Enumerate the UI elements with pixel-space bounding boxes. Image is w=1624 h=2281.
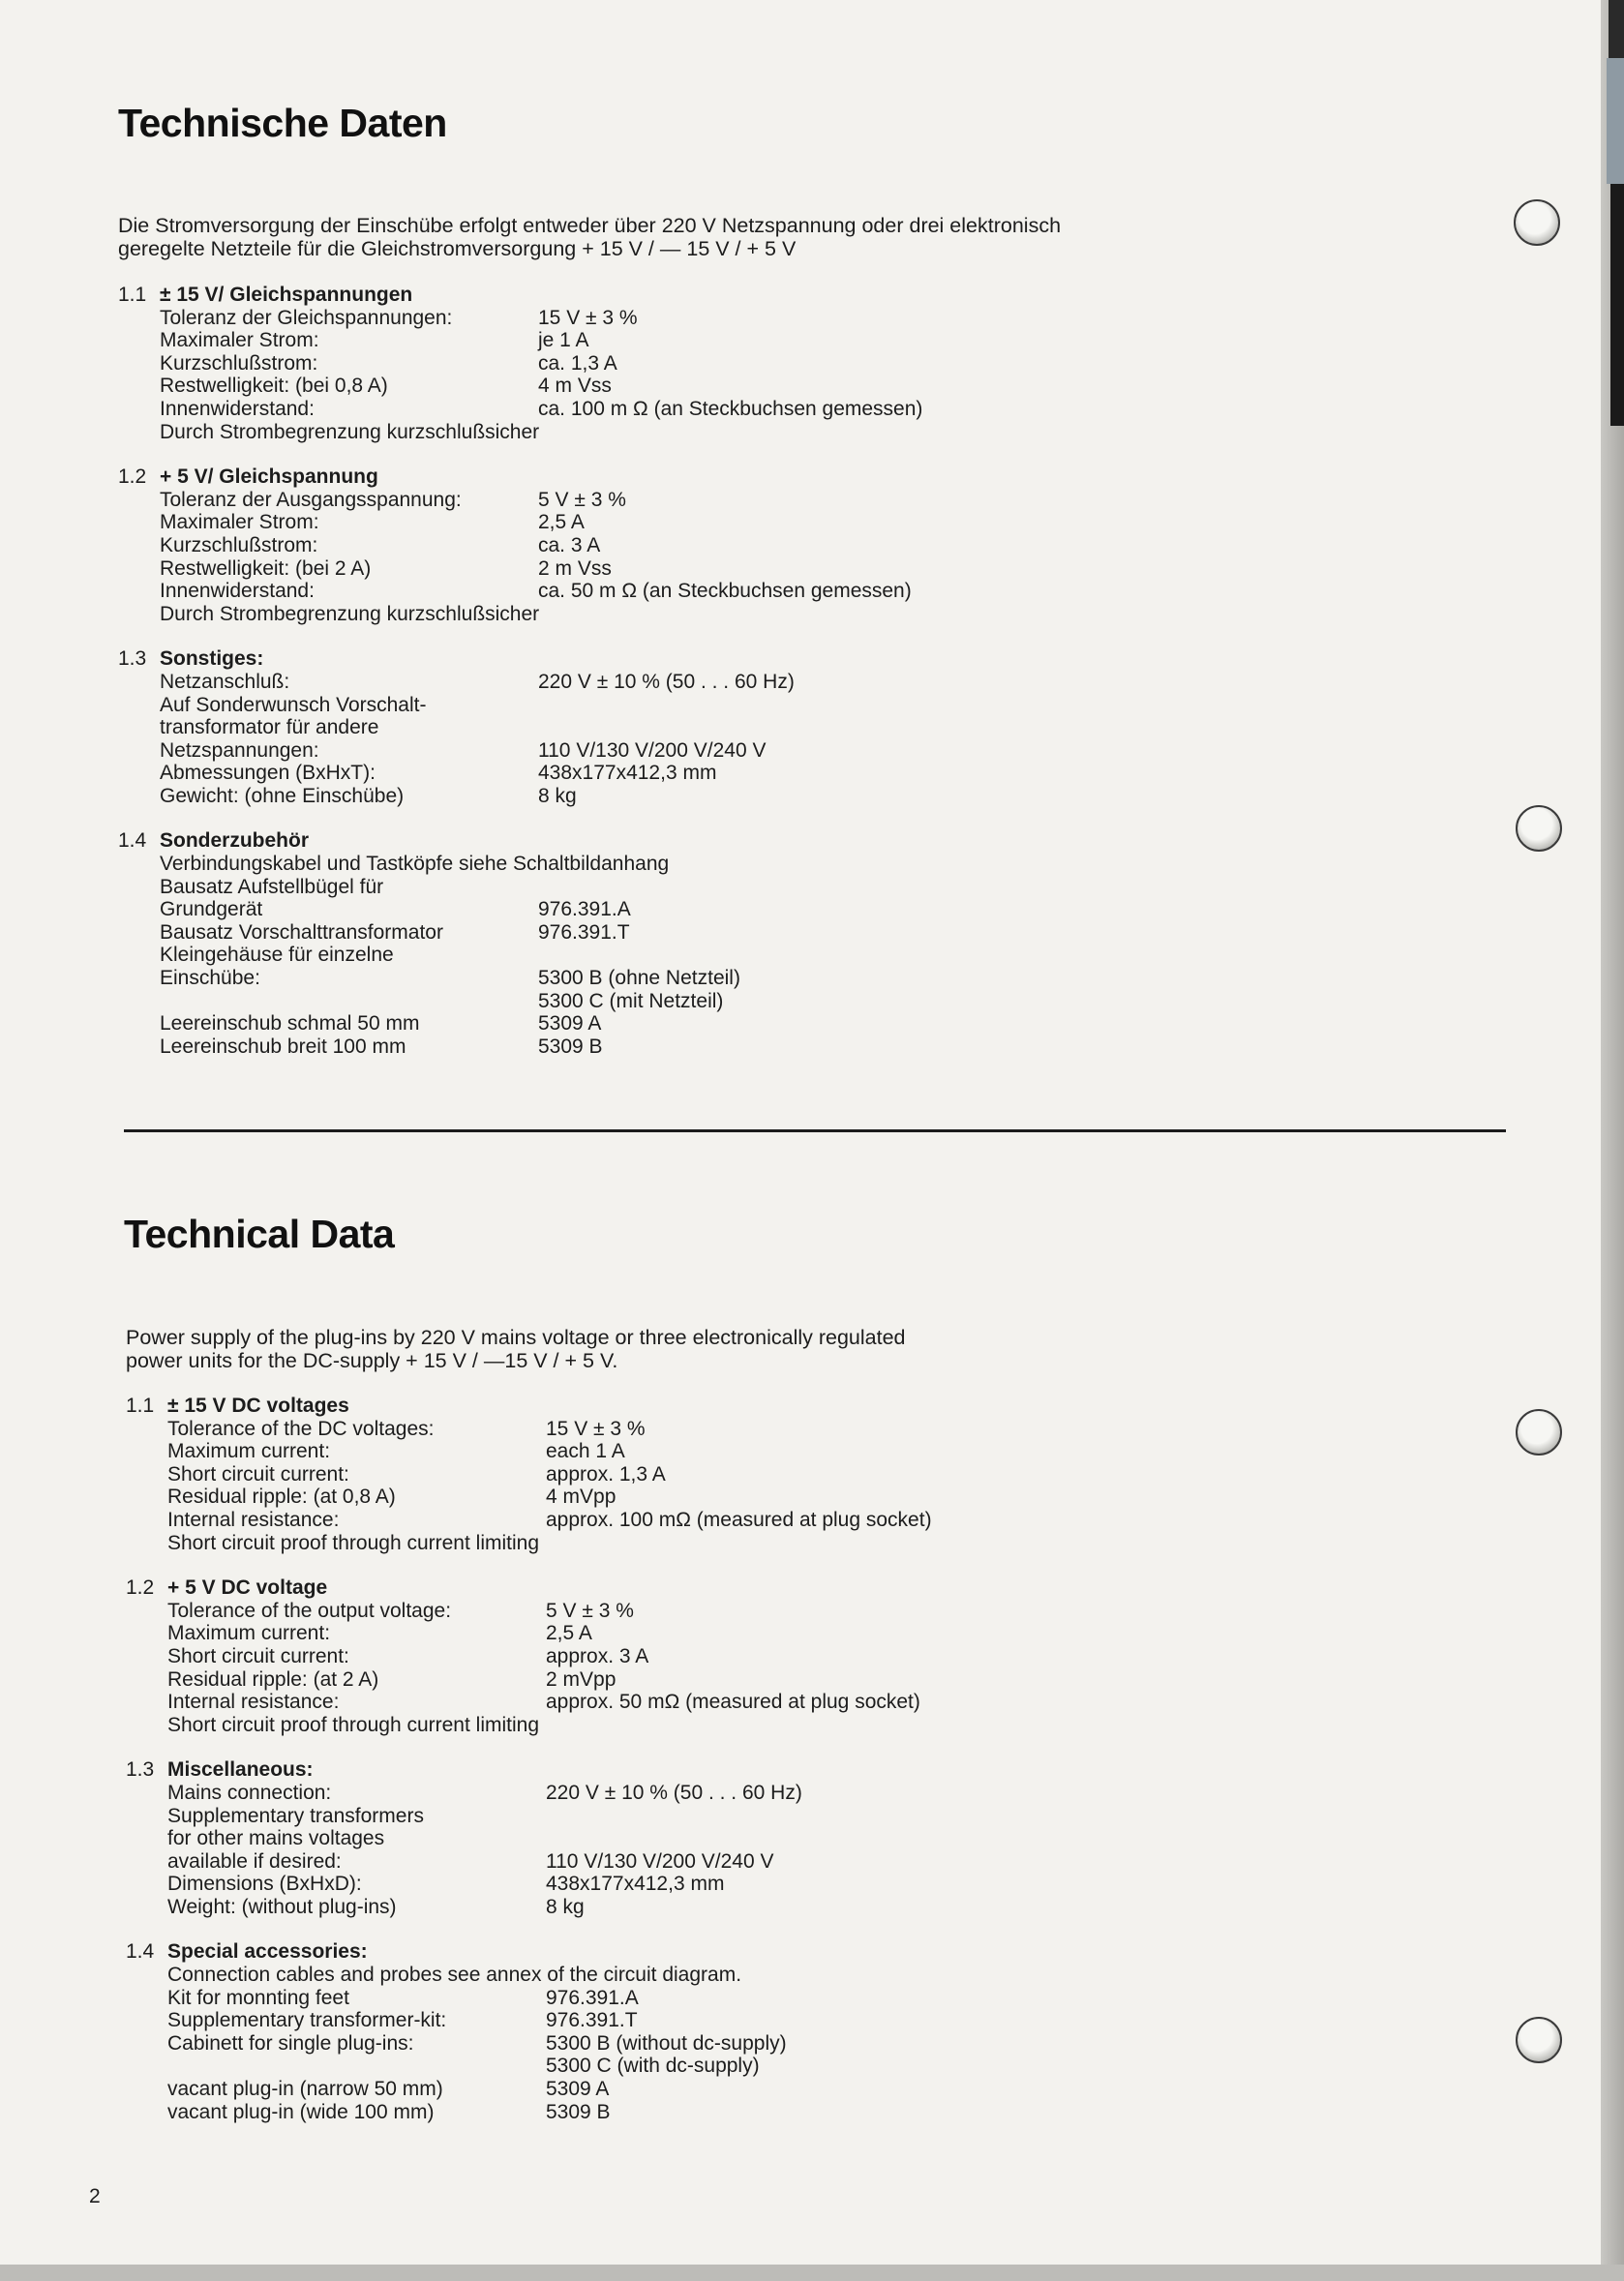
spec-label: Connection cables and probes see annex of the circuit diagram. — [167, 1964, 742, 1987]
spec-label: Einschübe: — [160, 967, 260, 990]
spec-value: 220 V ± 10 % (50 . . . 60 Hz) — [546, 1781, 802, 1804]
spec-value: 5309 A — [546, 2078, 610, 2101]
intro-de — [118, 214, 1061, 260]
spec-section-number: 1.3 — [126, 1758, 155, 1782]
spec-label: Short circuit proof through current limiting — [167, 1531, 539, 1554]
spec-value: 110 V/130 V/200 V/240 V — [546, 1849, 774, 1873]
spec-value: approx. 50 mΩ (measured at plug socket) — [546, 1691, 920, 1714]
spec-label: Weight: (without plug-ins) — [167, 1895, 397, 1918]
spec-value: 5300 B (without dc-supply) — [546, 2031, 787, 2055]
spec-label: Netzspannungen: — [160, 738, 319, 762]
spec-label: Innenwiderstand: — [160, 580, 315, 603]
spec-label: Internal resistance: — [167, 1508, 340, 1531]
spec-value: 438x177x412,3 mm — [546, 1873, 725, 1896]
spec-label: Leereinschub breit 100 mm — [160, 1035, 406, 1058]
spec-value: 220 V ± 10 % (50 . . . 60 Hz) — [538, 670, 795, 693]
spec-section-title: Special accessories: — [167, 1940, 368, 1964]
punch-hole — [1516, 1409, 1562, 1456]
spec-value: 5300 C (mit Netzteil) — [538, 989, 724, 1012]
spec-value: 5 V ± 3 % — [546, 1599, 634, 1622]
spec-label: Short circuit current: — [167, 1462, 349, 1486]
spec-value: 976.391.T — [538, 920, 630, 944]
spec-label: Restwelligkeit: (bei 0,8 A) — [160, 375, 388, 398]
spec-label: Kurzschlußstrom: — [160, 533, 318, 556]
spec-label: transformator für andere — [160, 716, 379, 739]
spec-section-title: Sonstiges: — [160, 647, 264, 671]
punch-hole — [1516, 805, 1562, 852]
spec-label: Maximum current: — [167, 1622, 331, 1645]
section-divider — [124, 1129, 1506, 1132]
spec-label: vacant plug-in (wide 100 mm) — [167, 2100, 435, 2123]
scan-edge — [0, 2265, 1624, 2281]
spec-value: 15 V ± 3 % — [546, 1417, 646, 1440]
punch-hole — [1514, 199, 1560, 246]
section-title-de: Technische Daten — [118, 101, 447, 145]
page-number: 2 — [89, 2185, 101, 2207]
spec-value: 5309 B — [538, 1035, 603, 1058]
spec-label: Tolerance of the output voltage: — [167, 1599, 452, 1622]
spec-value: 438x177x412,3 mm — [538, 762, 717, 785]
intro-line: Power supply of the plug-ins by 220 V mains voltage or three electronically regulated — [126, 1326, 906, 1349]
spec-label: Abmessungen (BxHxT): — [160, 762, 376, 785]
spec-value: 5 V ± 3 % — [538, 488, 626, 511]
spec-section-number: 1.4 — [126, 1940, 155, 1964]
spec-value: 4 m Vss — [538, 375, 612, 398]
scan-edge-mark — [1610, 184, 1624, 426]
spec-label: for other mains voltages — [167, 1827, 385, 1850]
spec-value: 8 kg — [546, 1895, 585, 1918]
spec-label: Toleranz der Ausgangsspannung: — [160, 488, 462, 511]
spec-value: ca. 50 m Ω (an Steckbuchsen gemessen) — [538, 580, 912, 603]
spec-label: Innenwiderstand: — [160, 397, 315, 420]
intro-line: Die Stromversorgung der Einschübe erfolgt entweder über 220 V Netzspannung oder drei elektronisch — [118, 214, 1062, 237]
intro-line: power units for the DC-supply + 15 V / —15 V / + 5 V. — [126, 1349, 618, 1372]
spec-section-number: 1.2 — [118, 465, 147, 489]
spec-label: Leereinschub schmal 50 mm — [160, 1012, 420, 1035]
spec-label: Kit for monnting feet — [167, 1986, 349, 2009]
spec-label: Supplementary transformer-kit: — [167, 2009, 447, 2032]
spec-label: Toleranz der Gleichspannungen: — [160, 306, 453, 329]
spec-value: ca. 3 A — [538, 533, 601, 556]
spec-value: approx. 100 mΩ (measured at plug socket) — [546, 1508, 932, 1531]
spec-label: Netzanschluß: — [160, 670, 290, 693]
spec-label: Dimensions (BxHxD): — [167, 1873, 362, 1896]
spec-value: je 1 A — [538, 329, 589, 352]
scan-edge-mark — [1609, 0, 1624, 58]
spec-label: Supplementary transformers — [167, 1804, 424, 1827]
spec-value: 110 V/130 V/200 V/240 V — [538, 738, 767, 762]
spec-label: Cabinett for single plug-ins: — [167, 2031, 414, 2055]
spec-label: Gewicht: (ohne Einschübe) — [160, 784, 405, 807]
spec-label: Bausatz Aufstellbügel für — [160, 875, 384, 898]
spec-value: ca. 1,3 A — [538, 351, 617, 375]
spec-label: Maximum current: — [167, 1440, 331, 1463]
spec-label: Durch Strombegrenzung kurzschlußsicher — [160, 420, 540, 443]
section-title-en: Technical Data — [124, 1212, 395, 1256]
spec-section-title: ± 15 V DC voltages — [167, 1395, 349, 1417]
spec-value: 5300 B (ohne Netzteil) — [538, 967, 740, 990]
intro-en — [126, 1326, 906, 1372]
punch-hole — [1516, 2017, 1562, 2063]
spec-label: Residual ripple: (at 2 A) — [167, 1667, 379, 1691]
spec-section-title: + 5 V/ Gleichspannung — [160, 465, 378, 489]
spec-value: 8 kg — [538, 784, 577, 807]
spec-value: 976.391.A — [546, 1986, 639, 2009]
spec-label: Verbindungskabel und Tastköpfe siehe Schaltbildanhang — [160, 853, 670, 876]
spec-value: 2 mVpp — [546, 1667, 617, 1691]
spec-label: Durch Strombegrenzung kurzschlußsicher — [160, 602, 540, 625]
spec-value: approx. 3 A — [546, 1644, 649, 1667]
spec-value: 976.391.A — [538, 898, 631, 921]
spec-section-title: Miscellaneous: — [167, 1758, 314, 1782]
spec-value: 976.391.T — [546, 2009, 638, 2032]
spec-value: approx. 1,3 A — [546, 1462, 666, 1486]
spec-section-title: Sonderzubehör — [160, 829, 310, 853]
spec-value: 2,5 A — [546, 1622, 592, 1645]
spec-section-title: ± 15 V/ Gleichspannungen — [160, 284, 413, 306]
spec-value: 2 m Vss — [538, 556, 612, 580]
spec-label: Tolerance of the DC voltages: — [167, 1417, 435, 1440]
spec-section-number: 1.1 — [118, 284, 147, 306]
spec-label: Short circuit current: — [167, 1644, 349, 1667]
spec-section-title: + 5 V DC voltage — [167, 1576, 328, 1600]
spec-label: Mains connection: — [167, 1781, 332, 1804]
spec-section-number: 1.1 — [126, 1395, 155, 1417]
scan-edge-mark — [1607, 58, 1624, 184]
spec-label: Maximaler Strom: — [160, 511, 319, 534]
spec-label: available if desired: — [167, 1849, 342, 1873]
spec-value: 4 mVpp — [546, 1486, 617, 1509]
spec-label: vacant plug-in (narrow 50 mm) — [167, 2078, 443, 2101]
spec-label: Kurzschlußstrom: — [160, 351, 318, 375]
spec-label: Kleingehäuse für einzelne — [160, 944, 394, 967]
spec-label: Internal resistance: — [167, 1691, 340, 1714]
spec-value: ca. 100 m Ω (an Steckbuchsen gemessen) — [538, 397, 923, 420]
spec-label: Short circuit proof through current limiting — [167, 1713, 539, 1736]
spec-value: 5309 B — [546, 2100, 611, 2123]
spec-value: 2,5 A — [538, 511, 585, 534]
spec-value: 15 V ± 3 % — [538, 306, 638, 329]
intro-line: geregelte Netzteile für die Gleichstromversorgung + 15 V / — 15 V / + 5 V — [118, 237, 797, 260]
spec-label: Grundgerät — [160, 898, 263, 921]
spec-section-number: 1.3 — [118, 647, 147, 671]
spec-section-number: 1.4 — [118, 829, 147, 853]
spec-label: Bausatz Vorschalttransformator — [160, 920, 443, 944]
spec-value: 5309 A — [538, 1012, 602, 1035]
spec-label: Auf Sonderwunsch Vorschalt- — [160, 693, 427, 716]
spec-section-number: 1.2 — [126, 1576, 155, 1600]
spec-label: Residual ripple: (at 0,8 A) — [167, 1486, 396, 1509]
spec-label: Maximaler Strom: — [160, 329, 319, 352]
spec-label: Restwelligkeit: (bei 2 A) — [160, 556, 372, 580]
spec-value: each 1 A — [546, 1440, 625, 1463]
spec-value: 5300 C (with dc-supply) — [546, 2055, 760, 2078]
